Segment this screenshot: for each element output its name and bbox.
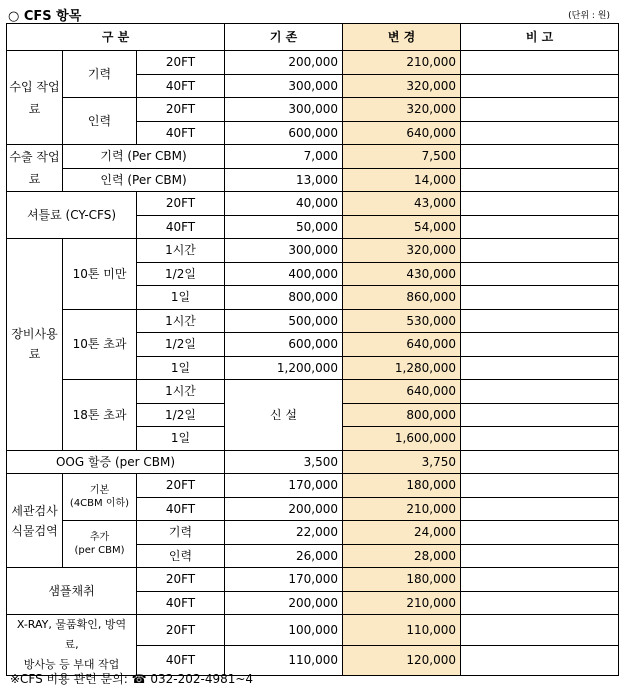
size-cell: 20FT bbox=[137, 568, 225, 592]
note-cell bbox=[461, 474, 619, 498]
note-cell bbox=[461, 286, 619, 310]
customs-basic-line1: 기본 bbox=[89, 485, 110, 496]
note-cell bbox=[461, 145, 619, 169]
change-cell: 210,000 bbox=[343, 497, 461, 521]
existing-cell: 200,000 bbox=[225, 51, 343, 75]
note-cell bbox=[461, 168, 619, 192]
change-cell: 3,750 bbox=[343, 450, 461, 474]
existing-cell: 1,200,000 bbox=[225, 356, 343, 380]
period-cell: 1시간 bbox=[137, 239, 225, 263]
change-cell: 14,000 bbox=[343, 168, 461, 192]
shuttle-label: 셔틀료 (CY-CFS) bbox=[7, 192, 137, 239]
change-cell: 110,000 bbox=[343, 615, 461, 646]
change-cell: 1,280,000 bbox=[343, 356, 461, 380]
export-label: 수출 작업료 bbox=[7, 145, 63, 192]
new-item-cell: 신 설 bbox=[225, 380, 343, 451]
period-cell: 1시간 bbox=[137, 309, 225, 333]
table-row bbox=[7, 192, 619, 216]
change-cell: 28,000 bbox=[343, 544, 461, 568]
existing-cell: 600,000 bbox=[225, 333, 343, 357]
note-cell bbox=[461, 192, 619, 216]
customs-label-line2: 식물검역 bbox=[11, 523, 58, 538]
type-cell: 기력 bbox=[137, 521, 225, 545]
table-row bbox=[7, 168, 619, 192]
header-existing: 기 존 bbox=[225, 24, 343, 51]
note-cell bbox=[461, 645, 619, 676]
header-row bbox=[7, 24, 619, 51]
period-cell: 1시간 bbox=[137, 380, 225, 404]
existing-cell: 500,000 bbox=[225, 309, 343, 333]
change-cell: 120,000 bbox=[343, 645, 461, 676]
export-manual-label: 인력 (Per CBM) bbox=[63, 168, 225, 192]
note-cell bbox=[461, 521, 619, 545]
import-label: 수입 작업료 bbox=[7, 51, 63, 145]
period-cell: 1일 bbox=[137, 286, 225, 310]
equipment-label bbox=[7, 239, 63, 451]
existing-cell: 40,000 bbox=[225, 192, 343, 216]
xray-label-line2: 방사능 등 부대 작업 bbox=[23, 658, 120, 671]
change-cell: 320,000 bbox=[343, 98, 461, 122]
period-cell: 1/2일 bbox=[137, 262, 225, 286]
size-cell: 40FT bbox=[137, 74, 225, 98]
note-cell bbox=[461, 497, 619, 521]
existing-cell: 170,000 bbox=[225, 568, 343, 592]
change-cell: 1,600,000 bbox=[343, 427, 461, 451]
equipment-label-line1: 장비사용 bbox=[11, 327, 58, 342]
import-manual-label: 인력 bbox=[63, 98, 137, 145]
note-cell bbox=[461, 74, 619, 98]
change-cell: 210,000 bbox=[343, 591, 461, 615]
size-cell: 20FT bbox=[137, 192, 225, 216]
existing-cell: 600,000 bbox=[225, 121, 343, 145]
import-forklift-label: 기력 bbox=[63, 51, 137, 98]
size-cell: 40FT bbox=[137, 121, 225, 145]
change-cell: 7,500 bbox=[343, 145, 461, 169]
existing-cell: 13,000 bbox=[225, 168, 343, 192]
size-cell: 40FT bbox=[137, 215, 225, 239]
customs-label bbox=[7, 474, 63, 568]
existing-cell: 26,000 bbox=[225, 544, 343, 568]
change-cell: 530,000 bbox=[343, 309, 461, 333]
existing-cell: 200,000 bbox=[225, 497, 343, 521]
change-cell: 54,000 bbox=[343, 215, 461, 239]
note-cell bbox=[461, 591, 619, 615]
table-row bbox=[7, 474, 619, 498]
customs-extra-line1: 추가 bbox=[89, 532, 110, 543]
equipment-label-line2: 료 bbox=[28, 347, 41, 362]
size-cell: 20FT bbox=[137, 98, 225, 122]
table-row bbox=[7, 568, 619, 592]
note-cell bbox=[461, 380, 619, 404]
customs-label-line1: 세관검사 bbox=[11, 503, 58, 518]
size-cell: 40FT bbox=[137, 645, 225, 676]
note-cell bbox=[461, 121, 619, 145]
table-row bbox=[7, 380, 619, 404]
note-cell bbox=[461, 568, 619, 592]
change-cell: 24,000 bbox=[343, 521, 461, 545]
size-cell: 20FT bbox=[137, 474, 225, 498]
change-cell: 430,000 bbox=[343, 262, 461, 286]
note-cell bbox=[461, 450, 619, 474]
existing-cell: 800,000 bbox=[225, 286, 343, 310]
table-row bbox=[7, 98, 619, 122]
note-cell bbox=[461, 544, 619, 568]
change-cell: 640,000 bbox=[343, 380, 461, 404]
change-cell: 860,000 bbox=[343, 286, 461, 310]
existing-cell: 22,000 bbox=[225, 521, 343, 545]
header-change: 변 경 bbox=[343, 24, 461, 51]
existing-cell: 400,000 bbox=[225, 262, 343, 286]
export-forklift-label: 기력 (Per CBM) bbox=[63, 145, 225, 169]
unit-note: (단위 : 원) bbox=[568, 11, 610, 21]
xray-label-line1: X-RAY, 물품확인, 방역료, bbox=[16, 618, 127, 651]
contact-footer: ※CFS 비용 관련 문의: ☎ 032-202-4981~4 bbox=[10, 672, 254, 686]
size-cell: 20FT bbox=[137, 51, 225, 75]
change-cell: 320,000 bbox=[343, 239, 461, 263]
customs-basic-line2: (4CBM 이하) bbox=[69, 498, 130, 509]
existing-cell: 300,000 bbox=[225, 98, 343, 122]
size-cell: 40FT bbox=[137, 591, 225, 615]
period-cell: 1/2일 bbox=[137, 403, 225, 427]
note-cell bbox=[461, 427, 619, 451]
change-cell: 180,000 bbox=[343, 568, 461, 592]
note-cell bbox=[461, 215, 619, 239]
existing-cell: 300,000 bbox=[225, 239, 343, 263]
note-cell bbox=[461, 98, 619, 122]
note-cell bbox=[461, 51, 619, 75]
cfs-fee-table bbox=[6, 23, 619, 676]
existing-cell: 3,500 bbox=[225, 450, 343, 474]
size-cell: 40FT bbox=[137, 497, 225, 521]
customs-basic-label bbox=[63, 474, 137, 521]
table-row bbox=[7, 450, 619, 474]
existing-cell: 110,000 bbox=[225, 645, 343, 676]
existing-cell: 50,000 bbox=[225, 215, 343, 239]
customs-extra-label bbox=[63, 521, 137, 568]
existing-cell: 300,000 bbox=[225, 74, 343, 98]
period-cell: 1일 bbox=[137, 427, 225, 451]
table-row bbox=[7, 239, 619, 263]
table-row bbox=[7, 145, 619, 169]
note-cell bbox=[461, 309, 619, 333]
existing-cell: 170,000 bbox=[225, 474, 343, 498]
change-cell: 210,000 bbox=[343, 51, 461, 75]
header-category: 구 분 bbox=[7, 24, 225, 51]
change-cell: 320,000 bbox=[343, 74, 461, 98]
table-row bbox=[7, 309, 619, 333]
note-cell bbox=[461, 356, 619, 380]
note-cell bbox=[461, 333, 619, 357]
sampling-label: 샘플채취 bbox=[7, 568, 137, 615]
table-row bbox=[7, 51, 619, 75]
period-cell: 1일 bbox=[137, 356, 225, 380]
note-cell bbox=[461, 403, 619, 427]
section-title: ○ CFS 항목 bbox=[8, 9, 82, 24]
period-cell: 1/2일 bbox=[137, 333, 225, 357]
change-cell: 640,000 bbox=[343, 121, 461, 145]
oog-label: OOG 할증 (per CBM) bbox=[7, 450, 225, 474]
note-cell bbox=[461, 615, 619, 646]
header-note: 비 고 bbox=[461, 24, 619, 51]
change-cell: 800,000 bbox=[343, 403, 461, 427]
under10-label: 10톤 미만 bbox=[63, 239, 137, 310]
xray-label bbox=[7, 615, 137, 676]
type-cell: 인력 bbox=[137, 544, 225, 568]
customs-extra-line2: (per CBM) bbox=[74, 545, 125, 556]
change-cell: 180,000 bbox=[343, 474, 461, 498]
table-row bbox=[7, 615, 619, 646]
change-cell: 640,000 bbox=[343, 333, 461, 357]
size-cell: 20FT bbox=[137, 615, 225, 646]
note-cell bbox=[461, 262, 619, 286]
change-cell: 43,000 bbox=[343, 192, 461, 216]
existing-cell: 200,000 bbox=[225, 591, 343, 615]
existing-cell: 7,000 bbox=[225, 145, 343, 169]
over18-label: 18톤 초과 bbox=[63, 380, 137, 451]
over10-label: 10톤 초과 bbox=[63, 309, 137, 380]
existing-cell: 100,000 bbox=[225, 615, 343, 646]
table-row bbox=[7, 521, 619, 545]
note-cell bbox=[461, 239, 619, 263]
